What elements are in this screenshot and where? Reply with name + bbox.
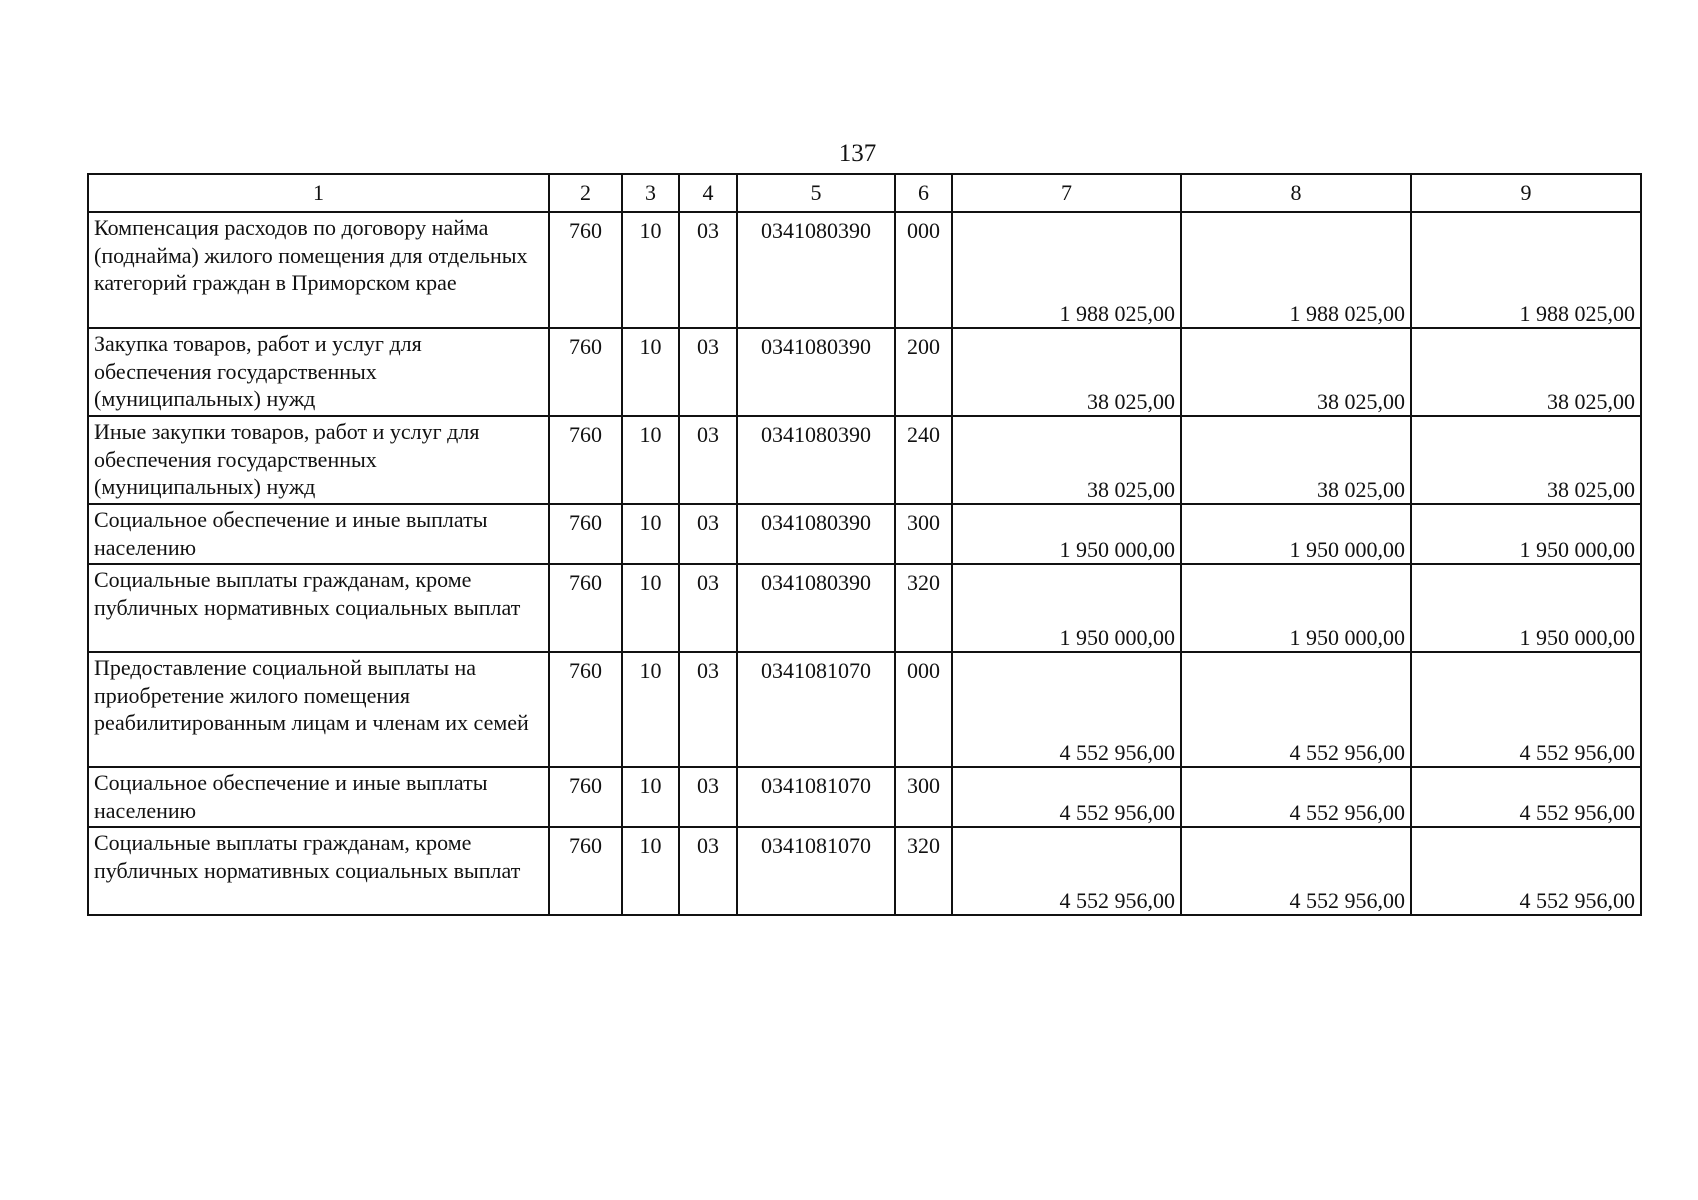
amount-col-7: 4 552 956,00	[952, 652, 1181, 767]
section-code: 10	[622, 767, 679, 827]
column-header: 4	[679, 174, 737, 212]
table-row	[88, 504, 1641, 564]
expense-name: Иные закупки товаров, работ и услуг для обеспечения государственных (муниципальных) нужд	[88, 416, 549, 504]
column-header: 8	[1181, 174, 1411, 212]
subsection-code: 03	[679, 416, 737, 504]
expense-name: Социальное обеспечение и иные выплаты населению	[88, 767, 549, 827]
amount-col-9: 38 025,00	[1411, 328, 1641, 416]
amount-col-8: 1 950 000,00	[1181, 564, 1411, 652]
expense-type-code: 320	[895, 827, 952, 915]
subsection-code: 03	[679, 827, 737, 915]
table-row	[88, 212, 1641, 328]
expense-name: Закупка товаров, работ и услуг для обеспечения государственных (муниципальных) нужд	[88, 328, 549, 416]
expense-type-code: 000	[895, 652, 952, 767]
ministry-code: 760	[549, 652, 622, 767]
section-code: 10	[622, 652, 679, 767]
amount-col-8: 4 552 956,00	[1181, 652, 1411, 767]
amount-col-8: 38 025,00	[1181, 328, 1411, 416]
expense-name: Социальное обеспечение и иные выплаты населению	[88, 504, 549, 564]
expense-type-code: 240	[895, 416, 952, 504]
section-code: 10	[622, 564, 679, 652]
section-code: 10	[622, 416, 679, 504]
subsection-code: 03	[679, 564, 737, 652]
amount-col-8: 4 552 956,00	[1181, 827, 1411, 915]
page-number: 137	[838, 140, 877, 167]
amount-col-9: 1 988 025,00	[1411, 212, 1641, 328]
subsection-code: 03	[679, 328, 737, 416]
subsection-code: 03	[679, 767, 737, 827]
table-row	[88, 328, 1641, 416]
amount-col-9: 1 950 000,00	[1411, 504, 1641, 564]
target-article-code: 0341080390	[737, 416, 895, 504]
amount-col-7: 38 025,00	[952, 328, 1181, 416]
expense-type-code: 200	[895, 328, 952, 416]
column-header: 2	[549, 174, 622, 212]
column-header: 9	[1411, 174, 1641, 212]
table-row	[88, 416, 1641, 504]
expense-type-code: 320	[895, 564, 952, 652]
amount-col-9: 4 552 956,00	[1411, 827, 1641, 915]
expense-name: Предоставление социальной выплаты на приобретение жилого помещения реабилитированным лицам и членам их семей	[88, 652, 549, 767]
column-header: 7	[952, 174, 1181, 212]
amount-col-8: 4 552 956,00	[1181, 767, 1411, 827]
target-article-code: 0341080390	[737, 212, 895, 328]
expense-name: Социальные выплаты гражданам, кроме публичных нормативных социальных выплат	[88, 827, 549, 915]
budget-table	[87, 173, 1642, 916]
ministry-code: 760	[549, 212, 622, 328]
amount-col-9: 4 552 956,00	[1411, 767, 1641, 827]
target-article-code: 0341081070	[737, 827, 895, 915]
target-article-code: 0341081070	[737, 767, 895, 827]
target-article-code: 0341080390	[737, 328, 895, 416]
amount-col-7: 1 988 025,00	[952, 212, 1181, 328]
target-article-code: 0341080390	[737, 504, 895, 564]
column-header: 6	[895, 174, 952, 212]
section-code: 10	[622, 212, 679, 328]
column-header: 1	[88, 174, 549, 212]
table-row	[88, 564, 1641, 652]
target-article-code: 0341081070	[737, 652, 895, 767]
ministry-code: 760	[549, 827, 622, 915]
column-header: 3	[622, 174, 679, 212]
ministry-code: 760	[549, 564, 622, 652]
amount-col-8: 38 025,00	[1181, 416, 1411, 504]
ministry-code: 760	[549, 416, 622, 504]
amount-col-7: 4 552 956,00	[952, 767, 1181, 827]
table-row	[88, 767, 1641, 827]
target-article-code: 0341080390	[737, 564, 895, 652]
subsection-code: 03	[679, 212, 737, 328]
amount-col-7: 1 950 000,00	[952, 504, 1181, 564]
ministry-code: 760	[549, 328, 622, 416]
amount-col-8: 1 950 000,00	[1181, 504, 1411, 564]
amount-col-7: 4 552 956,00	[952, 827, 1181, 915]
section-code: 10	[622, 504, 679, 564]
ministry-code: 760	[549, 504, 622, 564]
amount-col-7: 1 950 000,00	[952, 564, 1181, 652]
expense-type-code: 300	[895, 767, 952, 827]
ministry-code: 760	[549, 767, 622, 827]
section-code: 10	[622, 827, 679, 915]
amount-col-9: 1 950 000,00	[1411, 564, 1641, 652]
amount-col-8: 1 988 025,00	[1181, 212, 1411, 328]
subsection-code: 03	[679, 652, 737, 767]
subsection-code: 03	[679, 504, 737, 564]
amount-col-9: 4 552 956,00	[1411, 652, 1641, 767]
amount-col-7: 38 025,00	[952, 416, 1181, 504]
expense-type-code: 000	[895, 212, 952, 328]
expense-name: Социальные выплаты гражданам, кроме публичных нормативных социальных выплат	[88, 564, 549, 652]
table-row	[88, 652, 1641, 767]
amount-col-9: 38 025,00	[1411, 416, 1641, 504]
expense-type-code: 300	[895, 504, 952, 564]
expense-name: Компенсация расходов по договору найма (поднайма) жилого помещения для отдельных категорий граждан в Приморском крае	[88, 212, 549, 328]
table-header-row	[88, 174, 1641, 212]
column-header: 5	[737, 174, 895, 212]
table-row	[88, 827, 1641, 915]
section-code: 10	[622, 328, 679, 416]
